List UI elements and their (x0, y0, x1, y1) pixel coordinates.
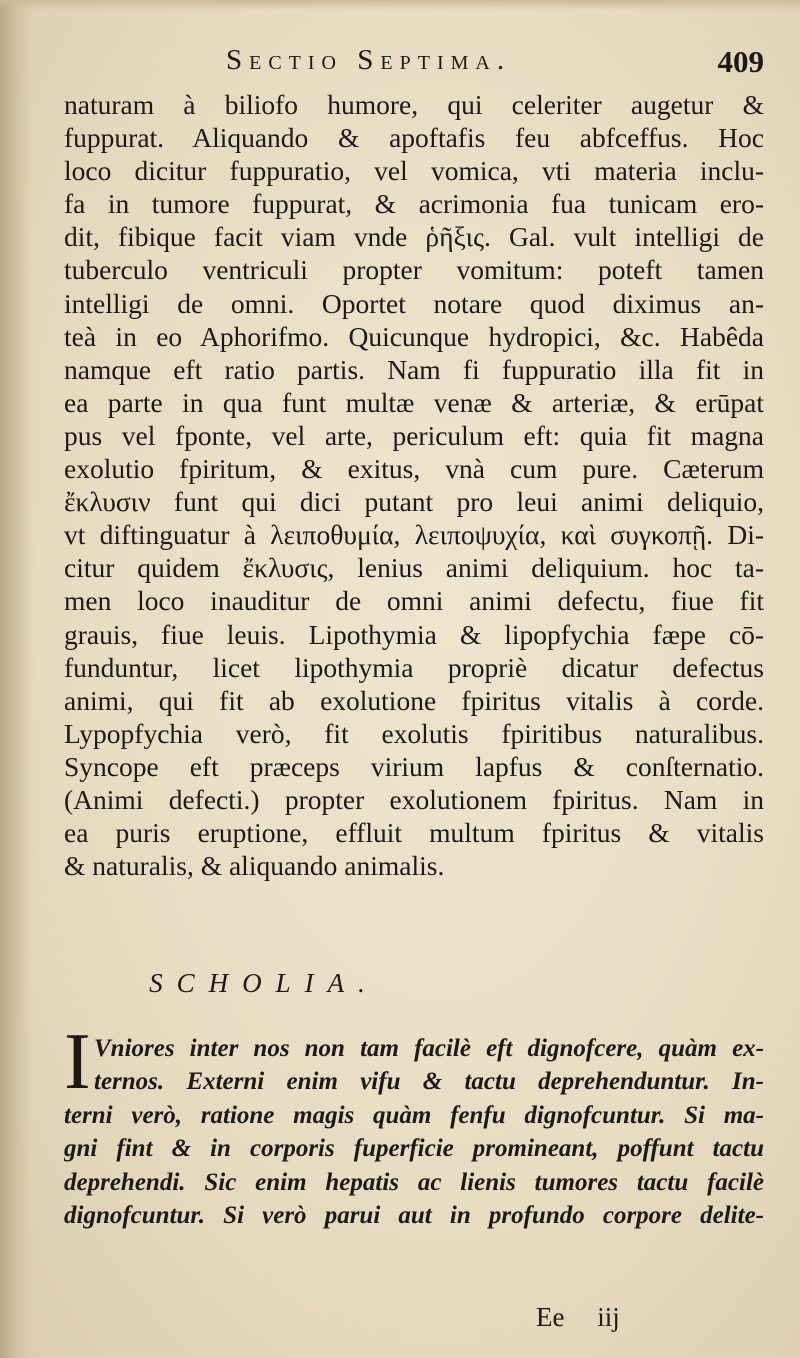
text-line: tuberculo ventriculi propter vomitum: poteft tamen (64, 254, 764, 286)
main-text-block (64, 88, 764, 882)
scholia-heading: SCHOLIA. (149, 968, 379, 998)
page-gutter (0, 0, 34, 1358)
scholia-line: deprehendi. Sic enim hepatis ac lienis tumores tactu facilè (64, 1168, 764, 1196)
signature-mark (536, 1302, 620, 1333)
text-line: animi, qui fit ab exolutione fpiritus vitalis à corde. (64, 684, 764, 716)
text-line: teà in eo Aphorifmo. Quicunque hydropici, &c. Habêda (64, 320, 764, 352)
text-line: intelligi de omni. Oportet notare quod diximus an- (64, 287, 764, 319)
text-line: citur quidem ἔκλυσις, lenius animi deliquium. hoc ta- (64, 552, 764, 584)
text-line: men loco inauditur de omni animi defectu, fiue fit (64, 585, 764, 617)
text-line: ea parte in qua funt multæ venæ & arteriæ, & erūpat (64, 386, 764, 418)
scholia-line: ternos. Externi enim vifu & tactu deprehenduntur. In- (94, 1068, 764, 1096)
text-line: fa in tumore fuppurat, & acrimonia fua tunicam ero- (64, 188, 764, 220)
running-head: Sectio Septima. (226, 44, 512, 76)
text-line: vt diftinguatur à λειποθυμία, λειποψυχία, καὶ συγκοπῇ. Di- (64, 519, 764, 551)
text-line: ἔκλυσιν funt qui dici putant pro leui animi deliquio, (64, 486, 764, 518)
text-line: grauis, fiue leuis. Lipothymia & lipopfychia fæpe cō- (64, 618, 764, 650)
drop-initial: I (64, 1018, 91, 1106)
scholia-line: Vniores inter nos non tam facilè eft dignofcere, quàm ex- (94, 1035, 764, 1062)
text-line: funduntur, licet lipothymia propriè dicatur defectus (64, 651, 764, 683)
page-number: 409 (717, 44, 764, 79)
text-line: ea puris eruptione, effluit multum fpiritus & vitalis (64, 817, 764, 849)
scholia-text-block (64, 1032, 764, 1232)
text-line: (Animi defecti.) propter exolutionem fpiritus. Nam in (64, 783, 764, 815)
scholia-line: dignofcuntur. Si verò parui aut in profundo corpore delite- (64, 1201, 764, 1229)
text-line: exolutio fpiritum, & exitus, vnà cum pure. Cæterum (64, 453, 764, 485)
page-top-edge (0, 0, 800, 10)
text-line: dit, fibique facit viam vnde ῥῆξις. Gal. vult intelligi de (64, 221, 764, 253)
signature-number: iij (597, 1302, 620, 1332)
page-header (66, 44, 766, 90)
text-line: loco dicitur fuppuratio, vel vomica, vti materia inclu- (64, 155, 764, 187)
text-line: fuppurat. Aliquando & apoftafis feu abfceffus. Hoc (64, 122, 764, 154)
text-line: naturam à biliofo humore, qui celeriter augetur & (64, 89, 764, 120)
scholia-line: terni verò, ratione magis quàm fenfu dignofcuntur. Si ma- (64, 1101, 764, 1129)
text-line: Syncope eft præceps virium lapfus & conſternatio. (64, 750, 764, 782)
text-line: namque eft ratio partis. Nam fi fuppuratio illa fit in (64, 353, 764, 385)
text-line: Lypopfychia verò, fit exolutis fpiritibus naturalibus. (64, 717, 764, 749)
text-line: & naturalis, & aliquando animalis. (64, 850, 445, 882)
scholia-line: gni fint & in corporis fuperficie promineant, poffunt tactu (64, 1135, 764, 1163)
text-line: pus vel fponte, vel arte, periculum eft: quia fit magna (64, 419, 764, 451)
signature-letters: Ee (536, 1302, 565, 1332)
